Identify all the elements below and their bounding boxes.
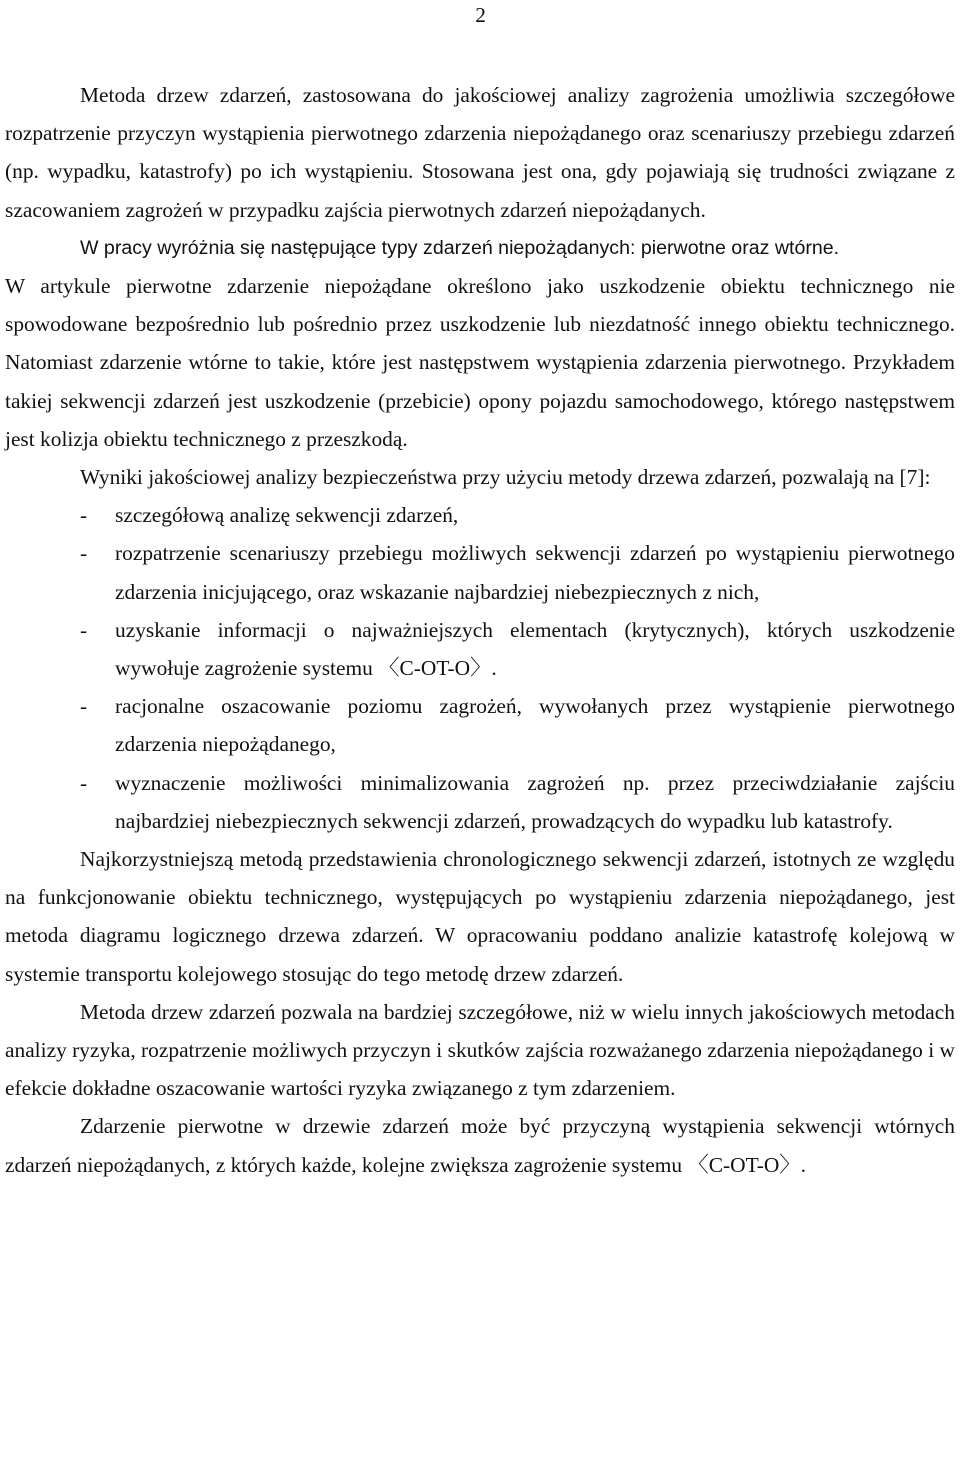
paragraph-results-intro: Wyniki jakościowej analizy bezpieczeństwa przy użyciu metody drzewa zdarzeń, pozwalają na [7]: (80, 465, 931, 490)
list-item-text: racjonalne oszacowanie poziomu zagrożeń, wywołanych przez wystąpienie pierwotnego zdarzenia niepożądanego, (115, 694, 955, 757)
results-list (5, 496, 955, 840)
list-item-text: uzyskanie informacji o najważniejszych elementach (krytycznych), których uszkodzenie wywołuje zagrożenie systemu 〈C-OT-O〉. (115, 617, 955, 681)
list-dash: - (80, 503, 88, 528)
list-dash: - (80, 617, 88, 642)
list-item (5, 764, 955, 840)
list-item (5, 687, 955, 763)
list-item (5, 496, 955, 534)
list-item (5, 534, 955, 610)
list-item-text: szczegółową analizę sekwencji zdarzeń, (115, 503, 459, 528)
page-number: 2 (475, 3, 486, 27)
list-dash: - (80, 541, 88, 566)
paragraph-event-types: W pracy wyróżnia się następujące typy zdarzeń niepożądanych: pierwotne oraz wtórne. (80, 236, 840, 259)
list-dash: - (80, 694, 88, 719)
paragraph-chronology: Najkorzystniejszą metodą przedstawienia chronologicznego sekwencji zdarzeń, istotnych ze względu na funkcjonowanie obiektu technicznego, występujących po wystąpieniu zdarzenia niepożądanego, jest metoda diagramu logicznego drzewa zdarzeń. W opracowaniu poddano analizie katastrofę kolejową w systemie transportu kolejowego stosując do tego metodę drzew zdarzeń. (5, 847, 955, 986)
list-item-text: wyznaczenie możliwości minimalizowania zagrożeń np. przez przeciwdziałanie zajściu najbardziej niebezpiecznych sekwencji zdarzeń, prowadzących do wypadku lub katastrofy. (115, 770, 955, 833)
paragraph-primary-event: Zdarzenie pierwotne w drzewie zdarzeń może być przyczyną wystąpienia sekwencji wtórnych zdarzeń niepożądanych, z których każde, kolejne zwiększa zagrożenie systemu 〈C-OT-O〉. (5, 1114, 955, 1177)
paragraph-method-detail: Metoda drzew zdarzeń pozwala na bardziej szczegółowe, niż w wielu innych jakościowych metodach analizy ryzyka, rozpatrzenie możliwych przyczyn i skutków zajścia rozważanego zdarzenia niepożądanego i w efekcie dokładne oszacowanie wartości ryzyka związanego z tym zdarzeniem. (5, 999, 955, 1101)
paragraph-definitions: W artykule pierwotne zdarzenie niepożądane określono jako uszkodzenie obiektu technicznego nie spowodowane bezpośrednio lub pośrednio przez uszkodzenie lub niezdatność innego obiektu technicznego. Natomiast zdarzenie wtórne to takie, które jest następstwem wystąpienia zdarzenia pierwotnego. Przykładem takiej sekwencji zdarzeń jest uszkodzenie (przebicie) opony pojazdu samochodowego, którego następstwem jest kolizja obiektu technicznego z przeszkodą. (5, 274, 955, 451)
list-item (5, 611, 955, 687)
list-item-text: rozpatrzenie scenariuszy przebiegu możliwych sekwencji zdarzeń po wystąpieniu pierwotnego zdarzenia inicjującego, oraz wskazanie najbardziej niebezpiecznych z nich, (115, 541, 955, 604)
paragraph-intro: Metoda drzew zdarzeń, zastosowana do jakościowej analizy zagrożenia umożliwia szczegółowe rozpatrzenie przyczyn wystąpienia pierwotnego zdarzenia niepożądanego oraz scenariuszy przebiegu zdarzeń (np. wypadku, katastrofy) po ich wystąpieniu. Stosowana jest ona, gdy pojawiają się trudności związane z szacowaniem zagrożeń w przypadku zajścia pierwotnych zdarzeń niepożądanych. (5, 83, 955, 222)
list-dash: - (80, 770, 88, 795)
document-body (5, 76, 955, 1184)
